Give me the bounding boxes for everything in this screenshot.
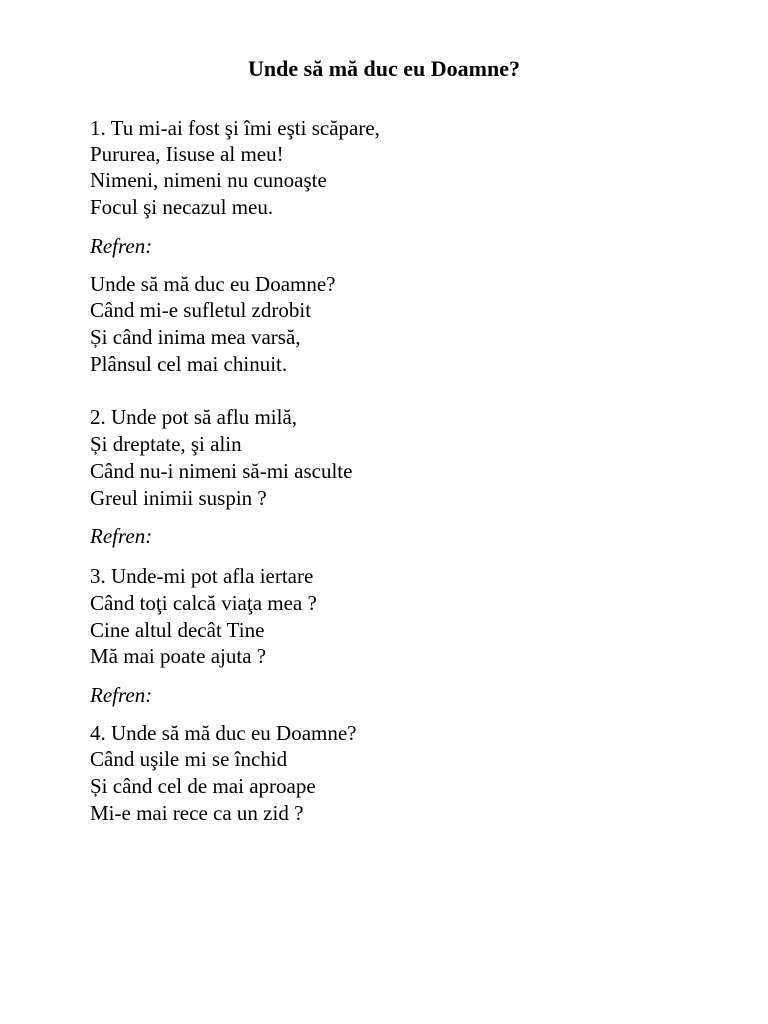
stanza-4-line-1: 4. Unde să mă duc eu Doamne? bbox=[90, 721, 357, 745]
stanza-1-line-2: Pururea, Iisuse al meu! bbox=[90, 142, 284, 166]
stanza-3-line-3: Cine altul decât Tine bbox=[90, 618, 265, 642]
refrain-line-4: Plânsul cel mai chinuit. bbox=[90, 352, 288, 376]
stanza-1-line-3: Nimeni, nimeni nu cunoaşte bbox=[90, 168, 327, 192]
stanza-2-line-1: 2. Unde pot să aflu milă, bbox=[90, 405, 298, 429]
stanza-3-line-1: 3. Unde-mi pot afla iertare bbox=[90, 564, 314, 588]
document-title: Unde să mă duc eu Doamne? bbox=[248, 56, 520, 81]
refrain-label-3: Refren: bbox=[90, 683, 153, 707]
refrain-label-1: Refren: bbox=[90, 234, 153, 258]
stanza-1-line-1: 1. Tu mi-ai fost şi îmi eşti scăpare, bbox=[90, 116, 380, 140]
refrain-line-2: Când mi-e sufletul zdrobit bbox=[90, 298, 312, 322]
refrain-line-1: Unde să mă duc eu Doamne? bbox=[90, 272, 336, 296]
stanza-2-line-2: Și dreptate, şi alin bbox=[90, 432, 242, 456]
stanza-2-line-3: Când nu-i nimeni să-mi asculte bbox=[90, 459, 353, 483]
stanza-4-line-2: Când uşile mi se închid bbox=[90, 747, 288, 771]
refrain-label-2: Refren: bbox=[90, 524, 153, 548]
stanza-3-line-4: Mă mai poate ajuta ? bbox=[90, 644, 267, 668]
stanza-2-line-4: Greul inimii suspin ? bbox=[90, 486, 267, 510]
stanza-4-line-3: Și când cel de mai aproape bbox=[90, 774, 316, 798]
stanza-4-line-4: Mi-e mai rece ca un zid ? bbox=[90, 801, 304, 825]
stanza-3-line-2: Când toţi calcă viaţa mea ? bbox=[90, 591, 317, 615]
stanza-1-line-4: Focul şi necazul meu. bbox=[90, 195, 274, 219]
refrain-line-3: Și când inima mea varsă, bbox=[90, 325, 301, 349]
